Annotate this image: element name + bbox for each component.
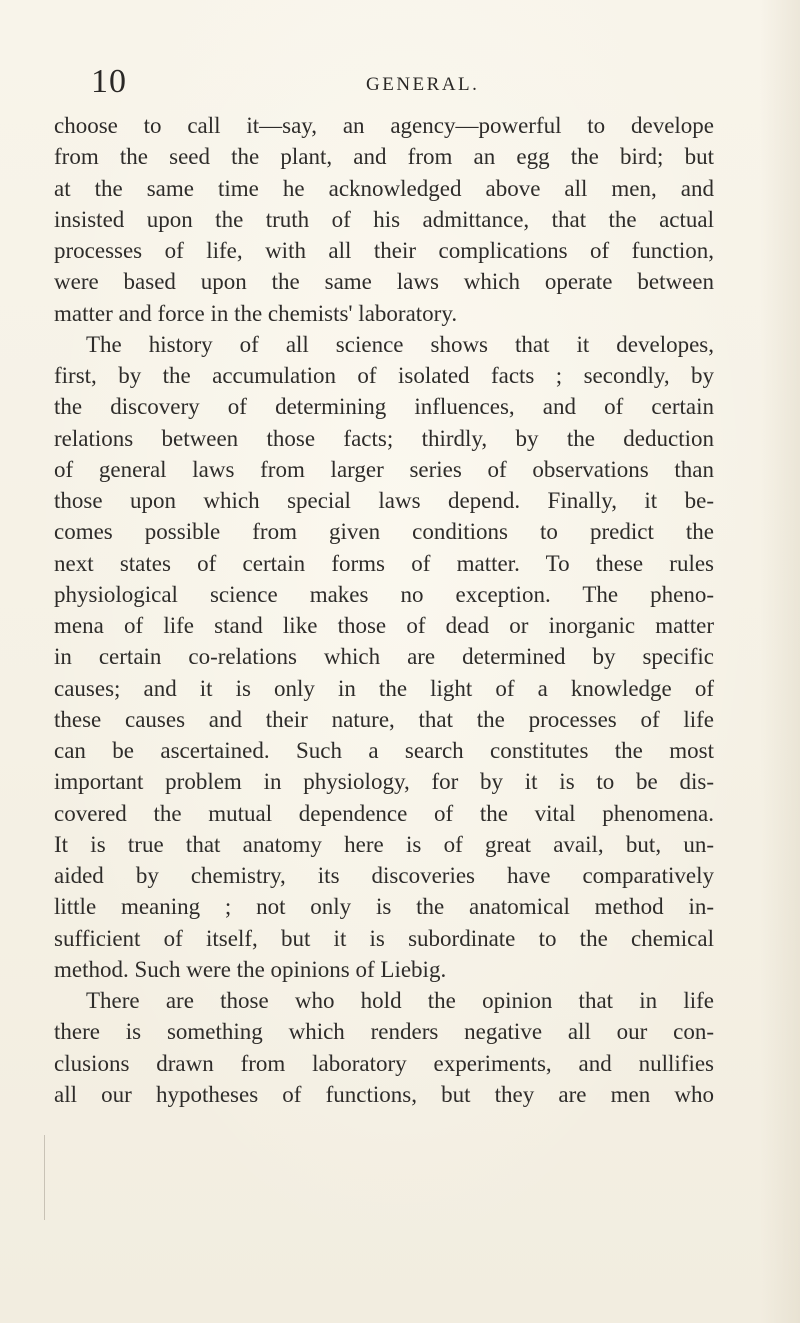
text-line: comes possible from given conditions to predict the (54, 519, 714, 545)
text-line: aided by chemistry, its discoveries have comparatively (54, 863, 714, 888)
text-line: important problem in physiology, for by it is to be dis- (54, 769, 714, 795)
text-line: There are those who hold the opinion that in life (86, 988, 714, 1013)
text-line: those upon which special laws depend. Finally, it be- (54, 488, 714, 513)
text-line: clusions drawn from laboratory experiments, and nullifies (54, 1050, 714, 1076)
text-line: were based upon the same laws which operate between (54, 269, 714, 295)
text-line: next states of certain forms of matter. To these rules (54, 550, 714, 576)
text-line: at the same time he acknowledged above all men, and (54, 175, 714, 201)
text-line: little meaning ; not only is the anatomical method in- (54, 894, 714, 920)
running-head-title: GENERAL. (366, 74, 480, 95)
text-line: It is true that anatomy here is of great avail, but, un- (54, 831, 714, 857)
text-line: The history of all science shows that it developes, (86, 331, 714, 357)
text-line: insisted upon the truth of his admittance, that the actual (54, 206, 714, 232)
page-number: 10 (91, 63, 127, 100)
text-line: matter and force in the chemists' laboratory. (54, 300, 458, 326)
text-line: relations between those facts; thirdly, by the deduction (54, 425, 714, 451)
text-line: can be ascertained. Such a search constitutes the most (54, 738, 714, 763)
text-line: all our hypotheses of functions, but they are men who (54, 1081, 714, 1107)
margin-pencil-mark (44, 1135, 45, 1220)
text-line: causes; and it is only in the light of a knowledge of (54, 675, 714, 701)
text-line: these causes and their nature, that the processes of life (54, 706, 714, 732)
text-line: the discovery of determining influences, and of certain (54, 394, 714, 420)
page-edge-shadow (760, 0, 800, 1323)
text-line: mena of life stand like those of dead or inorganic matter (54, 613, 714, 638)
text-line: first, by the accumulation of isolated facts ; secondly, by (54, 363, 714, 388)
text-line: processes of life, with all their complications of function, (54, 238, 714, 263)
text-line: covered the mutual dependence of the vital phenomena. (54, 800, 714, 826)
text-line: of general laws from larger series of observations than (54, 456, 714, 482)
text-line: from the seed the plant, and from an egg the bird; but (54, 144, 714, 170)
text-line: there is something which renders negative all our con- (54, 1019, 714, 1045)
text-line: method. Such were the opinions of Liebig. (54, 956, 447, 982)
text-line: in certain co-relations which are determined by specific (54, 644, 714, 670)
running-head (0, 62, 800, 102)
text-line: sufficient of itself, but it is subordinate to the chemical (54, 925, 714, 951)
body-text (54, 110, 714, 1110)
text-line: choose to call it—say, an agency—powerful to develope (54, 113, 714, 138)
text-line: physiological science makes no exception. The pheno- (54, 581, 714, 607)
